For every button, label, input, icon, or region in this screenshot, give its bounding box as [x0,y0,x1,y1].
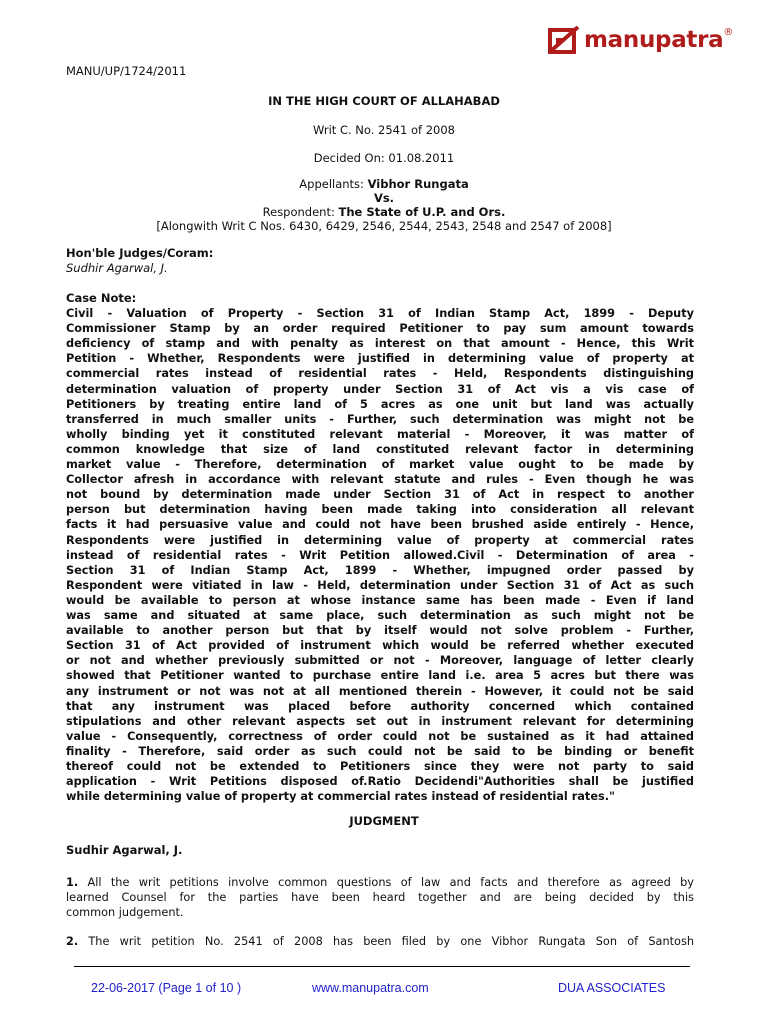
judgment-author: Sudhir Agarwal, J. [66,843,183,857]
versus: Vs. [373,191,395,205]
decided-on: Decided On: 01.08.2011 [313,151,455,165]
case-note-line: Civil - Valuation of Property - Section 31 of Indian Stamp Act, 1899 - Deputy [66,307,694,320]
case-note-line: wholly binding yet it constituted relevant material - Moreover, it was matter of [66,427,694,441]
paragraph-line [66,891,694,904]
case-note-line: Commissioner Stamp by an order required Petitioner to pay sum amount towards [66,322,694,336]
case-note-line: Section 31 of Indian Stamp Act, 1899 - Whether, impugned order passed by [66,563,694,577]
appellants-label: Appellants: [299,177,368,191]
case-note-line: Respondents were justified in determining value of property at commercial rates [66,533,694,547]
court-name: IN THE HIGH COURT OF ALLAHABAD [268,94,500,108]
respondent-name: The State of U.P. and Ors. [338,205,506,219]
manupatra-logo-icon [548,26,580,54]
case-note-line: any instrument or not was not at all mentioned therein - However, it could not be said [66,684,694,698]
case-note-line: common knowledge that size of land constituted relevant factor in determining [66,442,694,456]
case-note-line: instead of residential rates - Writ Petition allowed.Civil - Determination of area - [66,548,694,562]
case-note-line: Collector afresh in accordance with relevant statute and rules - Even though he was [66,473,694,487]
case-note-line: showed that Petitioner wanted to purchase entire land i.e. area 5 acres but there was [66,669,694,683]
paragraph-line [66,935,694,948]
case-note-line: that any instrument was placed before authority concerned which contained [66,699,694,713]
case-note-line: facts it had persuasive value and could not have been brushed aside entirely - Hence, [66,518,694,532]
case-note-line: or not and whether previously submitted or not - Moreover, language of letter clearly [66,654,694,668]
respondent [0,206,768,219]
case-note-line: market value - Therefore, determination of market value ought to be made by [66,458,694,471]
footer-date-page: 22-06-2017 (Page 1 of 10 ) [91,981,242,995]
case-note-line: while determining value of property at commercial rates instead of residential rates." [66,790,615,804]
registered-mark: ® [723,26,734,38]
paragraph-text: common judgement. [66,906,184,919]
case-note-line: person but determination having been made taking into consideration all relevant [66,503,694,517]
case-note-line: not bound by determination made under Section 31 of Act in respect to another [66,488,694,502]
paragraph-number: 2. [66,935,79,948]
paragraph-number: 1. [66,876,79,889]
case-note-line: available to another person but that by itself would not solve problem - Further, [66,624,694,638]
coram-judge: Sudhir Agarwal, J. [66,261,168,275]
manupatra-logo [548,26,733,54]
case-note-line: determination valuation of property under Section 31 of Act vis a vis case of [66,382,694,396]
paragraph-line [66,876,694,889]
paragraph-text: learned Counsel for the parties have been heard together and are being decided by this [66,891,694,904]
citation: MANU/UP/1724/2011 [66,64,187,78]
case-note-line: stipulations and other relevant aspects set out in instrument relevant for determining [66,714,694,728]
case-number: Writ C. No. 2541 of 2008 [313,123,455,137]
case-note-line: thereof could not be extended to Petitioners since they were not party to said [66,760,694,773]
case-note-label: Case Note: [66,291,137,305]
logo-wordmark: manupatra [584,27,724,53]
case-note-line: Petition - Whether, Respondents were justified in determining value of property at [66,352,694,366]
case-note-line: would be available to person at whose instance same has been made - Even if land [66,593,694,607]
appellants-name: Vibhor Rungata [367,177,469,191]
alongwith-writs: [Alongwith Writ C Nos. 6430, 6429, 2546, 2544, 2543, 2548 and 2547 of 2008] [156,219,612,233]
footer-divider [74,966,690,967]
footer-licensee: DUA ASSOCIATES [558,981,666,995]
case-note-line: Respondent were vitiated in law - Held, determination under Section 31 of Act as such [66,578,694,592]
judgment-heading: JUDGMENT [349,814,419,828]
respondent-label: Respondent: [262,205,339,219]
case-note-line: finality - Therefore, said order as such could not be said to be binding or benefit [66,744,694,758]
case-note-line: transferred in much smaller units - Further, such determination was might not be [66,412,694,426]
case-note-line: value - Consequently, correctness of order could not be sustained as it had attained [66,729,694,743]
appellants [0,178,768,191]
paragraph-text: All the writ petitions involve common questions of law and facts and therefore as agreed by [78,876,694,889]
paragraph-text: The writ petition No. 2541 of 2008 has been filed by one Vibhor Rungata Son of Santosh [78,935,694,948]
paragraph-line [66,906,694,919]
case-note-line: application - Writ Petitions disposed of.Ratio Decidendi"Authorities shall be justified [66,775,694,789]
case-note-line: commercial rates instead of residential rates - Held, Respondents distinguishing [66,367,694,381]
case-note-line: deficiency of stamp and with penalty as interest on that amount - Hence, this Writ [66,337,694,351]
footer-website-link[interactable]: www.manupatra.com [312,981,429,995]
case-note-line: Section 31 of Act provided of instrument which would be referred whether executed [66,639,694,653]
case-note-line: Petitioners by treating entire land of 5 acres as one unit but land was actually [66,397,694,411]
case-note-line: was same and situated at same place, such determination as such might not be [66,609,694,622]
coram-label: Hon'ble Judges/Coram: [66,246,214,260]
